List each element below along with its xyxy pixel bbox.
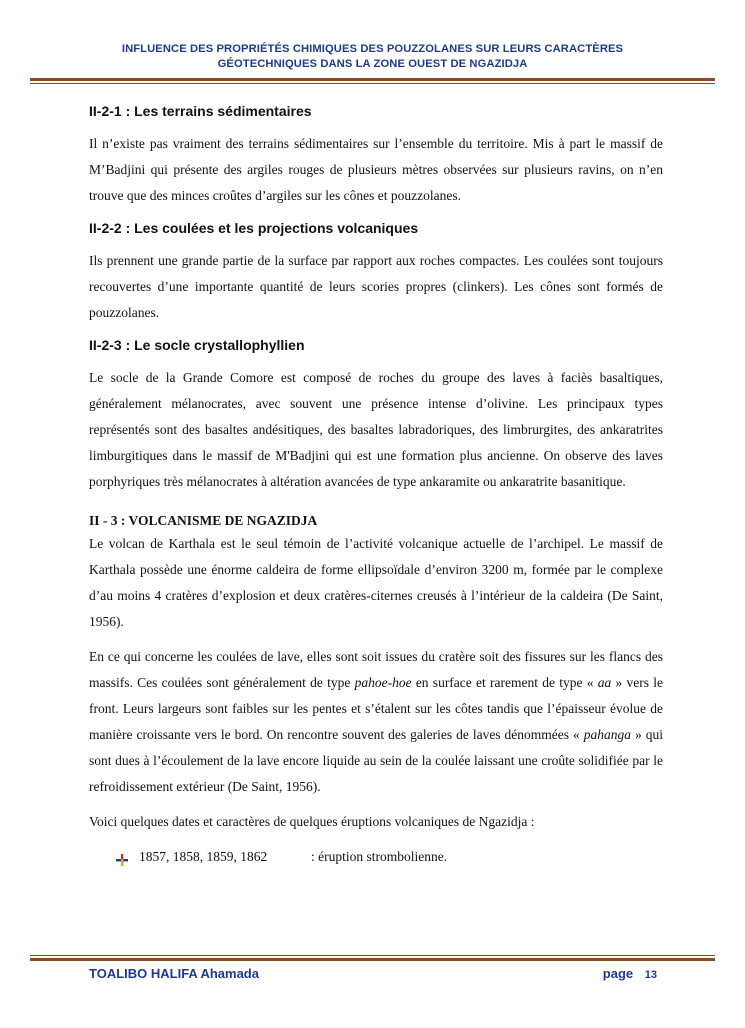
term-pahanga: pahanga [583, 727, 631, 742]
term-aa: aa [597, 675, 612, 690]
running-header [60, 42, 685, 72]
paragraph-coulees-lave [89, 644, 663, 800]
section-heading-2-2-1: II-2-1 : Les terrains sédimentaires [89, 103, 312, 119]
paragraph-socle: Le socle de la Grande Comore est composé de roches du groupe des laves à faciès basaltiques, généralement mélanocrates, avec souvent une présence intense d’olivine. Les principaux types représentés sont des basaltes andésitiques, des basaltes labradoriques, des limbrurgites, des ankaratrites limburgitiques dans le massif de M'Badjini qui est une formation plus ancienne. On observe des laves porphyriques très mélanocrates à altération avancées de type ankaramite ou ankaratrite basanitique. [89, 370, 663, 489]
text-run: en surface et rarement de type « [411, 675, 598, 690]
text-run: » qui sont dues à l’écoulement de la lave encore liquide au sein de la coulée laissant une croûte solidifiée par le refroidissement extérieur (De Saint, 1956). [89, 727, 663, 794]
section-heading-2-2-2: II-2-2 : Les coulées et les projections volcaniques [89, 220, 419, 236]
footer-rule [30, 955, 715, 961]
page-number: 13 [644, 969, 657, 981]
eruption-years: 1857, 1858, 1859, 1862 [139, 849, 268, 864]
page-body [89, 101, 663, 870]
footer-author: TOALIBO HALIFA Ahamada [89, 966, 259, 981]
section-heading-2-3: II - 3 : VOLCANISME DE NGAZIDJA [89, 513, 318, 528]
paragraph-karthala: Le volcan de Karthala est le seul témoin de l’activité volcanique actuelle de l’archipel. Le massif de Karthala possède une énorme caldeira de forme ellipsoïdale d’environ 3200 m, formée par le complexe d’au moins 4 cratères d’explosion et deux cratères-citernes creusés à l’intérieur de la caldeira (De Saint, 1956). [89, 536, 663, 629]
eruption-type: : éruption strombolienne. [311, 849, 448, 864]
footer-page [603, 966, 657, 981]
paragraph-sedimentaires: Il n’existe pas vraiment des terrains sédimentaires sur l’ensemble du territoire. Mis à part le massif de M’Badjini qui présente des argiles rouges de plusieurs mètres observées sur plusieurs ravins, on n’en trouve que des minces croûtes d’argiles sur les cônes et pouzzolanes. [89, 136, 663, 203]
paragraph-eruptions-intro: Voici quelques dates et caractères de quelques éruptions volcaniques de Ngazidja : [89, 814, 535, 829]
section-heading-2-2-3: II-2-3 : Le socle crystallophyllien [89, 337, 305, 353]
page-label: page [602, 966, 634, 981]
term-pahoe-hoe: pahoe-hoe [354, 675, 412, 690]
header-line-2: GÉOTECHNIQUES DANS LA ZONE OUEST DE NGAZIDJA [217, 58, 528, 70]
bullet-icon [115, 850, 129, 864]
header-rule [30, 78, 715, 84]
text-run: En ce qui concerne les coulées de lave, elles sont soit issues du cratère soit des fissures sur les flancs des massifs. Ces coulées sont généralement de type [89, 649, 663, 690]
eruption-list-item [115, 844, 663, 870]
paragraph-coulees: Ils prennent une grande partie de la surface par rapport aux roches compactes. Les coulées sont toujours recouvertes d’une importante quantité de leurs scories propres (clinkers). Les cônes sont formés de pouzzolanes. [89, 253, 663, 320]
text-run: » vers le front. Leurs largeurs sont faibles sur les pentes et s’étalent sur les côtes tandis que l’épaisseur évolue de manière croissante vers le bord. On rencontre souvent des galeries de laves dénommées « [89, 675, 663, 742]
header-line-1: INFLUENCE DES PROPRIÉTÉS CHIMIQUES DES POUZZOLANES SUR LEURS CARACTÈRES [121, 43, 624, 55]
